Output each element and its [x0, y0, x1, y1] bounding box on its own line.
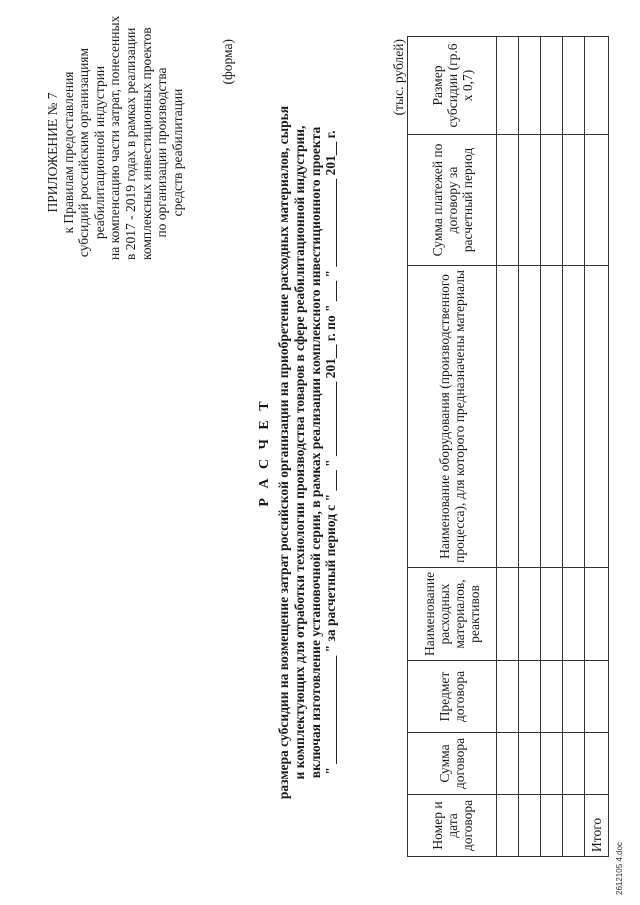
- appendix-block: [45, 15, 185, 260]
- table-cell: [519, 733, 541, 795]
- table-cell: [563, 266, 585, 568]
- table-cell: [497, 266, 519, 568]
- table-cell: [541, 733, 563, 795]
- table-cell: [519, 37, 541, 135]
- total-row: [585, 37, 609, 857]
- table-cell: [541, 37, 563, 135]
- table-row: [563, 37, 585, 857]
- appendix-line: к Правилам предоставления: [60, 71, 76, 234]
- table-cell: [563, 135, 585, 266]
- appendix-line: в 2017 - 2019 годах в рамках реализации: [122, 27, 138, 260]
- table-cell: [541, 795, 563, 857]
- table-cell: [519, 135, 541, 266]
- table-cell: [497, 733, 519, 795]
- table-cell: [585, 266, 609, 568]
- column-header: Номер и дата договора: [408, 795, 497, 857]
- table-cell: [541, 266, 563, 568]
- table-cell: [563, 795, 585, 857]
- description-line: и комплектующих для отработки технологии производства товаров в сфере реабилитационной индустрии,: [291, 125, 307, 780]
- units-label: (тыс. рублей): [391, 39, 406, 116]
- column-header: Сумма договора: [408, 733, 497, 795]
- table-cell: [585, 37, 609, 135]
- document-title: Р А С Ч Е Т: [257, 398, 272, 507]
- table-cell: [563, 568, 585, 661]
- file-name-footer: 2612105 4.doc: [615, 842, 624, 895]
- table-cell: [541, 135, 563, 266]
- appendix-line: средств реабилитации: [169, 88, 185, 217]
- table-cell: [519, 568, 541, 661]
- document-description: [276, 40, 339, 865]
- column-header: Предмет договора: [408, 661, 497, 733]
- column-header: Наименование оборудования (производственного процесса), для которого предназначены материалы: [408, 266, 497, 568]
- description-line: включая изготовление установочной серии, в рамках реализации комплексного инвестиционного проекта: [307, 126, 323, 779]
- table-row: [497, 37, 519, 857]
- table-cell: [585, 568, 609, 661]
- table-cell: [541, 568, 563, 661]
- appendix-line: ПРИЛОЖЕНИЕ № 7: [45, 92, 60, 213]
- description-line: " ________________ " за расчетный период с " ___ " ___________ 201__ г. по " ___ " _____________ 201__ г.: [323, 130, 339, 775]
- appendix-line: комплексных инвестиционных проектов: [138, 27, 154, 260]
- column-header: Наименование расходных материалов, реактивов: [408, 568, 497, 661]
- column-header: Сумма платежей по договору за расчетный период: [408, 135, 497, 266]
- table-cell: [497, 661, 519, 733]
- table-row: [519, 37, 541, 857]
- form-label: (форма): [220, 39, 235, 85]
- table-cell: [563, 733, 585, 795]
- table-cell: [519, 266, 541, 568]
- calculation-table: [407, 36, 609, 857]
- description-line: размера субсидии на возмещение затрат российской организации на приобретение расходных материалов, сырья: [276, 105, 291, 800]
- table-cell: [563, 661, 585, 733]
- total-label: Итого: [585, 795, 609, 857]
- appendix-line: по организации производства: [154, 67, 170, 238]
- table-cell: [497, 37, 519, 135]
- column-header: Размер субсидии (гр.6 x 0,7): [408, 37, 497, 135]
- appendix-line: на компенсацию части затрат, понесенных: [107, 15, 123, 260]
- table-header-row: [408, 37, 497, 857]
- table-row: [541, 37, 563, 857]
- table-cell: [519, 661, 541, 733]
- table-cell: [541, 661, 563, 733]
- table-cell: [585, 661, 609, 733]
- table-cell: [519, 795, 541, 857]
- table-cell: [497, 795, 519, 857]
- table-cell: [497, 568, 519, 661]
- table-cell: [497, 135, 519, 266]
- appendix-line: реабилитационной индустрии: [91, 65, 107, 240]
- table-cell: [585, 733, 609, 795]
- appendix-line: субсидий российским организациям: [76, 47, 92, 258]
- table-cell: [585, 135, 609, 266]
- table-cell: [563, 37, 585, 135]
